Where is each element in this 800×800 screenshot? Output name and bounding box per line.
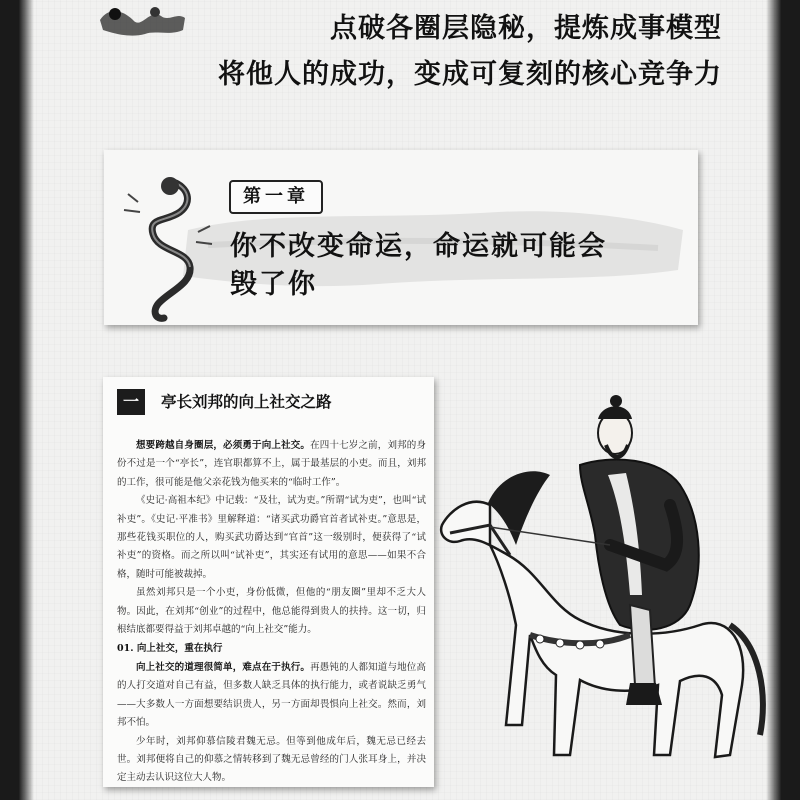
paragraph-1-text: 在四十七岁之前，刘邦的身份不过是一个“亭长”，连官职都算不上，属于最基层的小吏。而且，刘邦的工作，很可能是他父亲花钱为他买来的“临时工作”。 (117, 440, 426, 488)
paragraph-1 (117, 437, 426, 492)
chapter-card (104, 150, 698, 325)
chapter-title (230, 228, 670, 304)
paragraph-4-text: 再愚钝的人都知道与地位高的人打交道对自己有益，但多数人缺乏具体的执行能力，或者说缺乏勇气——大多数人一方面想要结识贵人，另一方面却畏惧向上社交。然而，刘邦不怕。 (117, 661, 426, 729)
chapter-badge: 第一章 (229, 180, 323, 214)
chapter-title-line-2: 毁了你 (230, 269, 317, 300)
paragraph-5: 少年时，刘邦仰慕信陵君魏无忌。但等到他成年后，魏无忌已经去世。刘邦便将自己的仰慕之情转移到了魏无忌曾经的门人张耳身上，并决定主动去认识这位大人物。 (117, 735, 426, 784)
section-number: 一 (117, 389, 145, 415)
ink-border-left (0, 0, 34, 800)
horse-rider-illustration (430, 395, 775, 795)
sub-heading: 01. 向上社交，重在执行 (117, 643, 223, 655)
paragraph-4 (117, 659, 426, 733)
headline-line-1: 点破各圈层隐秘，提炼成事模型 (330, 13, 722, 44)
body-text (117, 437, 426, 788)
paragraph-2: 《史记·高祖本纪》中记载：“及壮，试为吏。”所谓“试为吏”，也叫“试补吏”。《史记·平准书》里解释道：“诸买武功爵官首者试补吏。”意思是，那些花钱买职位的人，购买武功爵达到“官首”这一级别时，便获得了“试补吏”的资格。而之所以叫“试补吏”，其实还有试用的意思——如果不合格，随时可能被裁掉。 (117, 495, 426, 580)
chapter-title-line-1: 你不改变命运，命运就可能会 (230, 231, 607, 262)
paragraph-3: 虽然刘邦只是一个小吏，身份低微，但他的“朋友圈”里却不乏大人物。因此，在刘邦“创业”的过程中，他总能得到贵人的扶持。这一切，归根结底都要得益于刘邦卓越的“向上社交”能力。 (117, 587, 426, 636)
paragraph-4-lead: 向上社交的道理很简单，难点在于执行。 (136, 661, 311, 673)
paragraph-1-lead: 想要跨越自身圈层，必须勇于向上社交。 (136, 440, 311, 451)
book-page (103, 377, 434, 787)
ink-illustration-top (95, 0, 190, 40)
section-title: 亭长刘邦的向上社交之路 (161, 392, 332, 411)
headline-line-2: 将他人的成功，变成可复刻的核心竞争力 (218, 59, 722, 90)
dragon-illustration (118, 172, 218, 322)
